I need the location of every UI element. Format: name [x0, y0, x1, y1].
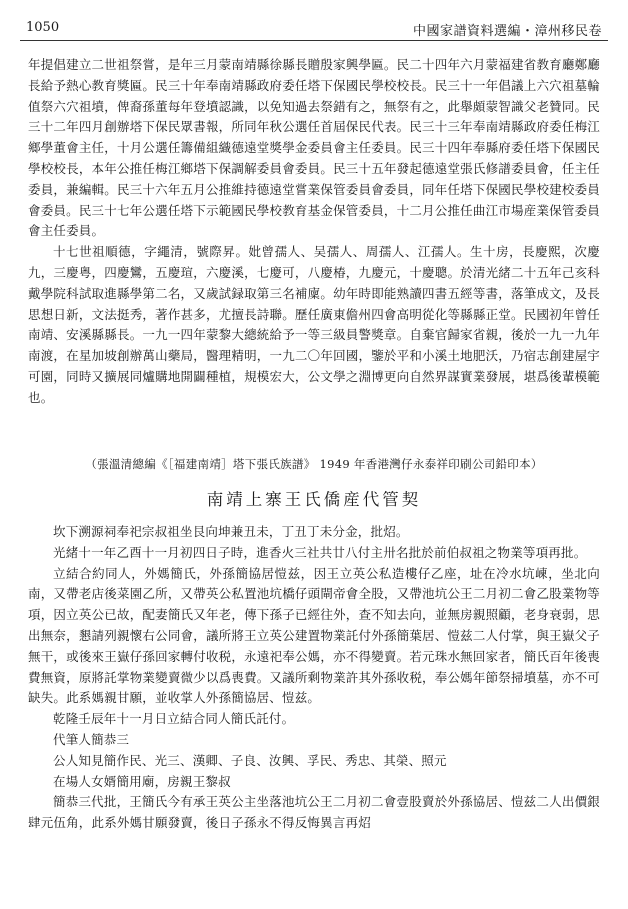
deed-paragraph-2: 光緒十一年乙酉十一月初四日子時，進香火三社共廿八付主卅名批於前伯叔祖之物業等項再批。 — [53, 544, 587, 560]
page-number: 1050 — [26, 20, 60, 35]
deed-paragraph-witnesses: 公人知見簡作民、光三、漢卿、子良、汝興、孚民、秀忠、其榮、照元 — [53, 752, 447, 768]
source-citation: （張溫清總編《［福建南靖］塔下張氏族譜》 1949 年香港灣仔永泰祥印刷公司鉛印本） — [85, 457, 543, 471]
paragraph-biography-1: 年提倡建立二世祖祭嘗，是年三月蒙南靖縣徐縣長贈殷家興學匾。民二十四年六月蒙福建省教育廳鄭廳長給予熱心教育獎匾。民三十年奉南靖縣政府委任塔下保國民學校校長。民三十一年倡議上六穴祖墓輪值祭六穴祖墳，俾裔孫董每年登墳認識，以免知過去祭錯有之，無祭有之，此舉頗蒙智識父老贊同。民三十二年四月創辦塔下保民眾書報，所同年秋公選任首屆保民代表。民三十三年奉南靖縣政府委任梅江鄉學董會主任，十月公選任籌備組織德遠堂獎學金委員會主任委員。民三十四年奉縣府委任塔下保國民學校校長，本年公推任梅江鄉塔下保調解委員會委員。民三十五年發起德遠堂張氏修譜委員會，任主任委員，兼編輯。民三十六年五月公推維持德遠堂嘗業保管委員會委員，同年任塔下保國民學校建校委員會委員。民三十七年公選任塔下示範國民學校教育基金保管委員，十二月公推任曲江市場産業保管委員會主任委員。 — [28, 57, 600, 239]
deed-paragraph-1: 坎下溯源祠奉祀宗叔祖坐艮向坤兼丑未，丁丑丁未分金，批炤。 — [53, 524, 409, 539]
deed-paragraph-present: 在場人女婿簡用廟，房親王黎叔 — [53, 773, 231, 789]
deed-paragraph-endorsement: 簡恭三代批，王簡氏今有承王英公主坐落池坑公王二月初二會壹股賣於外孫協居、愷兹二人出價銀肆元伍角，此系外媽甘願發賣，後日子孫永不得反悔異言再炤 — [28, 794, 600, 831]
deed-paragraph-date: 乾隆壬辰年十一月日立結合同人簡氏託付。 — [53, 711, 295, 727]
deed-title: 南靖上寨王氏僑産代管契 — [206, 490, 422, 509]
book-title: 中國家譜資料選編・漳州移民卷 — [412, 24, 602, 39]
page-header — [20, 18, 608, 41]
genealogy-section — [28, 55, 600, 409]
deed-paragraph-3: 立結合約同人，外媽簡氏，外孫簡協居愷兹，因王立英公私造樓仔乙座，址在冷水坑崠，坐北向南，又帶老店後菜園乙所，又帶英公私置池坑橋仔頭閘帝會全股，又帶池坑公王二月初二會乙股業物等項，因立英公已故，配妻簡氏又年老，傳下孫子已經往外，查不知去向，並無房親照顧，老身衰弱，思出無奈，懇請列親懷右公同會，議所將王立英公建置物業託付外孫簡葉居、愷兹二人付掌，與王嶽父子無干，或後來王嶽仔孫回家轉付收税，永遠祀奉公媽，亦不得變賣。若元珠水無回家者，簡氏百年後喪費無資，原將託掌物業變賣微少以爲喪費。又議所剩物業許其外孫收税，奉公媽年節祭掃墳墓，亦不可缺失。此系媽親甘願，並收掌人外孫簡協居、愷兹。 — [28, 565, 600, 706]
deed-section — [28, 522, 600, 834]
paragraph-biography-2: 十七世祖順德，字繩清，號際昇。妣曾孺人、吴孺人、周孺人、江孺人。生十房，長慶熙，次慶九，三慶粤，四慶鸞，五慶瑄，六慶溪，七慶可，八慶椿，九慶元，十慶聰。於清光緒二十五年己亥科戴學院科試取進縣學第二名，又歲試録取第三名補廩。幼年時即能熟讀四書五經等書，落筆成文，及長思想日新，文法挺秀，著作甚多，尤擅長詩聯。歷任廣東儋州四會高明從化等縣縣正堂。民國初年曾任南靖、安溪縣縣長。一九一四年蒙黎大總統給予一等三級員警獎章。自棄官歸家省親，後於一九一九年南渡，在星加坡創辦萬山藥局，醫理精明，一九二〇年回國，鑒於平和小溪土地肥沃，乃宿志創建屋宇可園，同時又擴展同爐購地開闢種植，規模宏大，公文學之淵博更向自然界謀實業發展，堪爲後輩模範也。 — [28, 244, 600, 405]
deed-paragraph-scribe: 代筆人簡恭三 — [53, 731, 130, 747]
